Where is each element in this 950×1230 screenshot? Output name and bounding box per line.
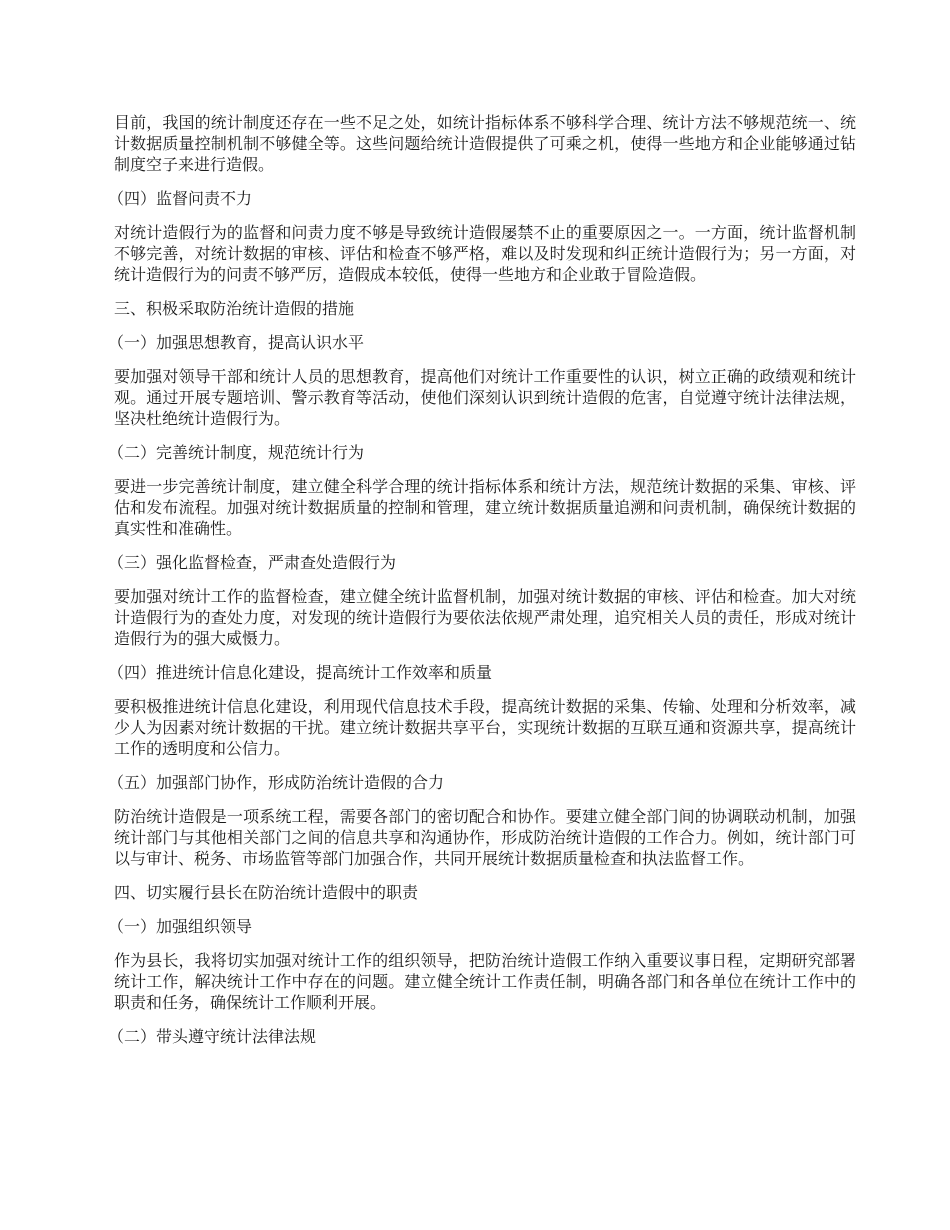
paragraph-department-cooperation: 防治统计造假是一项系统工程，需要各部门的密切配合和协作。要建立健全部门间的协调联动机制，加强统计部门与其他相关部门之间的信息共享和沟通协作，形成防治统计造假的工作合力。例如，统计部门可以与审计、税务、市场监管等部门加强合作，共同开展统计数据质量检查和执法监督工作。 bbox=[114, 807, 856, 868]
subheading-lead-compliance: （二）带头遵守统计法律法规 bbox=[108, 1027, 317, 1046]
subheading-informatization: （四）推进统计信息化建设，提高统计工作效率和质量 bbox=[108, 663, 493, 682]
paragraph-strengthen-inspection: 要加强对统计工作的监督检查，建立健全统计监督机制，加强对统计数据的审核、评估和检查。加大对统计造假行为的查处力度，对发现的统计造假行为要依法依规严肃处理，追究相关人员的责任，形成对统计造假行为的强大威慑力。 bbox=[114, 587, 856, 648]
subheading-ideological-education: （一）加强思想教育，提高认识水平 bbox=[108, 333, 365, 352]
paragraph-organizational-leadership: 作为县长，我将切实加强对统计工作的组织领导，把防治统计造假工作纳入重要议事日程，定期研究部署统计工作，解决统计工作中存在的问题。建立健全统计工作责任制，明确各部门和各单位在统计工作中的职责和任务，确保统计工作顺利开展。 bbox=[114, 951, 856, 1012]
subheading-department-cooperation: （五）加强部门协作，形成防治统计造假的合力 bbox=[108, 773, 445, 792]
subheading-weak-supervision: （四）监督问责不力 bbox=[108, 189, 253, 208]
paragraph-ideological-education: 要加强对领导干部和统计人员的思想教育，提高他们对统计工作重要性的认识，树立正确的政绩观和统计观。通过开展专题培训、警示教育等活动，使他们深刻认识到统计造假的危害，自觉遵守统计法律法规，坚决杜绝统计造假行为。 bbox=[114, 367, 856, 428]
subheading-improve-system: （二）完善统计制度，规范统计行为 bbox=[108, 443, 365, 462]
paragraph-statistical-system-gaps: 目前，我国的统计制度还存在一些不足之处，如统计指标体系不够科学合理、统计方法不够规范统一、统计数据质量控制机制不够健全等。这些问题给统计造假提供了可乘之机，使得一些地方和企业能够通过钻制度空子来进行造假。 bbox=[114, 113, 856, 174]
subheading-organizational-leadership: （一）加强组织领导 bbox=[108, 917, 253, 936]
subheading-strengthen-inspection: （三）强化监督检查，严肃查处造假行为 bbox=[108, 553, 397, 572]
document-page bbox=[108, 112, 856, 1060]
section-heading-measures: 三、积极采取防治统计造假的措施 bbox=[114, 299, 355, 318]
paragraph-informatization: 要积极推进统计信息化建设，利用现代信息技术手段，提高统计数据的采集、传输、处理和分析效率，减少人为因素对统计数据的干扰。建立统计数据共享平台，实现统计数据的互联互通和资源共享，提高统计工作的透明度和公信力。 bbox=[114, 697, 856, 758]
paragraph-improve-system: 要进一步完善统计制度，建立健全科学合理的统计指标体系和统计方法，规范统计数据的采集、审核、评估和发布流程。加强对统计数据质量的控制和管理，建立统计数据质量追溯和问责机制，确保统计数据的真实性和准确性。 bbox=[114, 477, 856, 538]
paragraph-supervision-accountability: 对统计造假行为的监督和问责力度不够是导致统计造假屡禁不止的重要原因之一。一方面，统计监督机制不够完善，对统计数据的审核、评估和检查不够严格，难以及时发现和纠正统计造假行为；另一方面，对统计造假行为的问责不够严厉，造假成本较低，使得一些地方和企业敢于冒险造假。 bbox=[114, 223, 856, 284]
section-heading-county-duties: 四、切实履行县长在防治统计造假中的职责 bbox=[114, 883, 419, 902]
